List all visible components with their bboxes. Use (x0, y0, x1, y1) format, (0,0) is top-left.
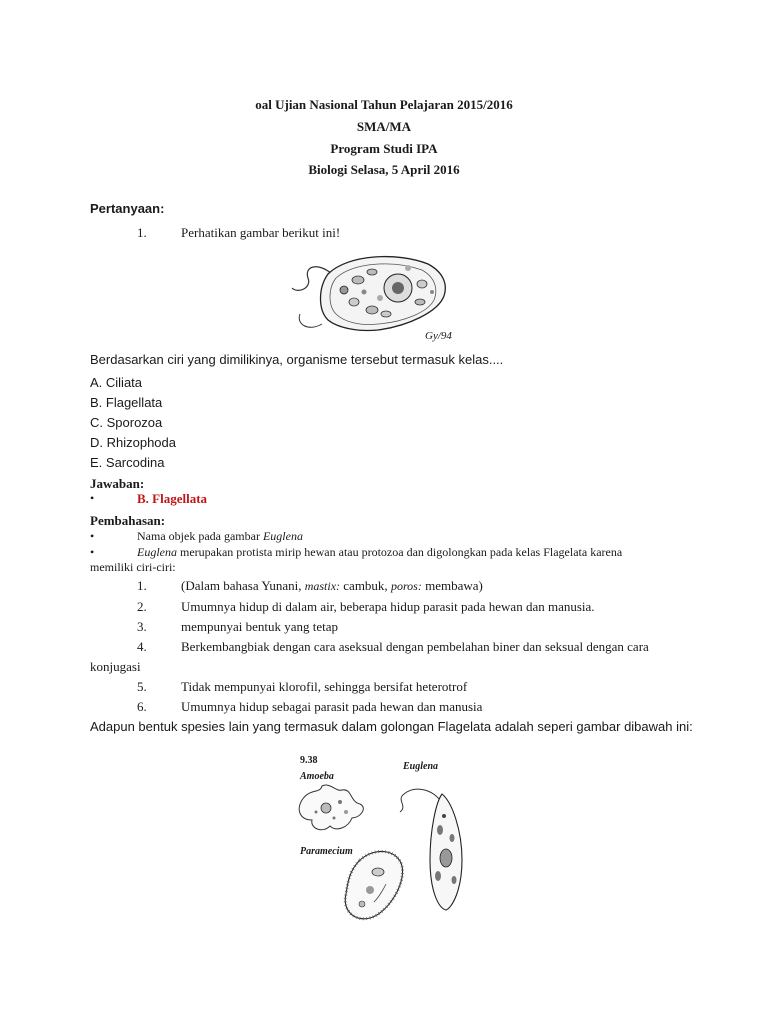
species-euglena-2: Euglena (137, 545, 177, 559)
option-a: A. Ciliata (90, 375, 143, 390)
discussion-line-2-text: merupakan protista mirip hewan atau protozoa dan digolongkan pada kelas Flagelata karena (180, 545, 623, 559)
trait-3-number: 3. (137, 619, 147, 634)
discussion-label: Pembahasan: (90, 513, 166, 528)
illustration-caption: Gy/94 (425, 330, 452, 342)
label-euglena: Euglena (403, 761, 439, 772)
question-number: 1. (137, 225, 147, 240)
trait-6-number: 6. (137, 699, 147, 714)
doc-title-line3: Program Studi IPA (330, 141, 438, 156)
trait-4-number: 4. (137, 639, 147, 654)
trait-4: Berkembangbiak dengan cara aseksual dengan pembelahan biner dan seksual dengan cara (181, 639, 649, 654)
trait-1-number: 1. (137, 578, 147, 593)
trait-3: mempunyai bentuk yang tetap (181, 619, 339, 634)
trait-5-number: 5. (137, 679, 147, 694)
trait-1-text-a: (Dalam bahasa Yunani, (181, 578, 302, 593)
option-e: E. Sarcodina (90, 455, 165, 470)
figure-number: 9.38 (300, 755, 318, 766)
trait-1-term-mastix: mastix: (304, 579, 341, 593)
answer-bullet: • (90, 491, 95, 505)
trait-2-number: 2. (137, 599, 147, 614)
trait-6: Umumnya hidup sebagai parasit pada hewan dan manusia (181, 699, 483, 714)
species-euglena: Euglena (262, 529, 303, 543)
discussion-line-2-cont: memiliki ciri-ciri: (90, 560, 176, 574)
discussion-line-2 (137, 545, 622, 560)
question-stem: Berdasarkan ciri yang dimilikinya, organisme tersebut termasuk kelas.... (90, 352, 504, 367)
protozoa-illustration (290, 780, 480, 925)
option-c: C. Sporozoa (90, 415, 163, 430)
euglena-drawing (400, 789, 462, 910)
discussion-line-1 (137, 529, 303, 544)
answer-value: B. Flagellata (137, 491, 208, 506)
trait-1-text-c: cambuk, (343, 578, 388, 593)
trait-1 (181, 578, 483, 594)
label-amoeba: Amoeba (300, 771, 334, 782)
question-label: Pertanyaan: (90, 201, 165, 216)
amoeba-drawing (299, 785, 363, 830)
euglena-illustration (288, 244, 458, 344)
doc-title-line2: SMA/MA (356, 119, 412, 134)
option-d: D. Rhizophoda (90, 435, 176, 450)
trait-1-text-e: membawa) (425, 578, 483, 593)
trait-4-cont: konjugasi (90, 659, 141, 674)
trait-5: Tidak mempunyai klorofil, sehingga bersifat heterotrof (181, 679, 468, 694)
trait-2: Umumnya hidup di dalam air, beberapa hidup parasit pada hewan dan manusia. (181, 599, 595, 614)
paramecium-drawing (345, 851, 402, 918)
doc-title-line4: Biologi Selasa, 5 April 2016 (308, 162, 460, 177)
discussion-bullet-1: • (90, 529, 95, 543)
label-paramecium: Paramecium (300, 846, 353, 857)
discussion-line-1-text: Nama objek pada gambar (137, 529, 260, 543)
answer-label: Jawaban: (90, 476, 145, 491)
doc-title-line1: oal Ujian Nasional Tahun Pelajaran 2015/2016 (255, 97, 513, 112)
option-b: B. Flagellata (90, 395, 163, 410)
closing-text: Adapun bentuk spesies lain yang termasuk dalam golongan Flagelata adalah seperi gambar dibawah ini: (90, 719, 693, 734)
trait-1-term-poros: poros: (390, 579, 422, 593)
discussion-bullet-2: • (90, 545, 95, 559)
question-prompt: Perhatikan gambar berikut ini! (181, 225, 341, 240)
